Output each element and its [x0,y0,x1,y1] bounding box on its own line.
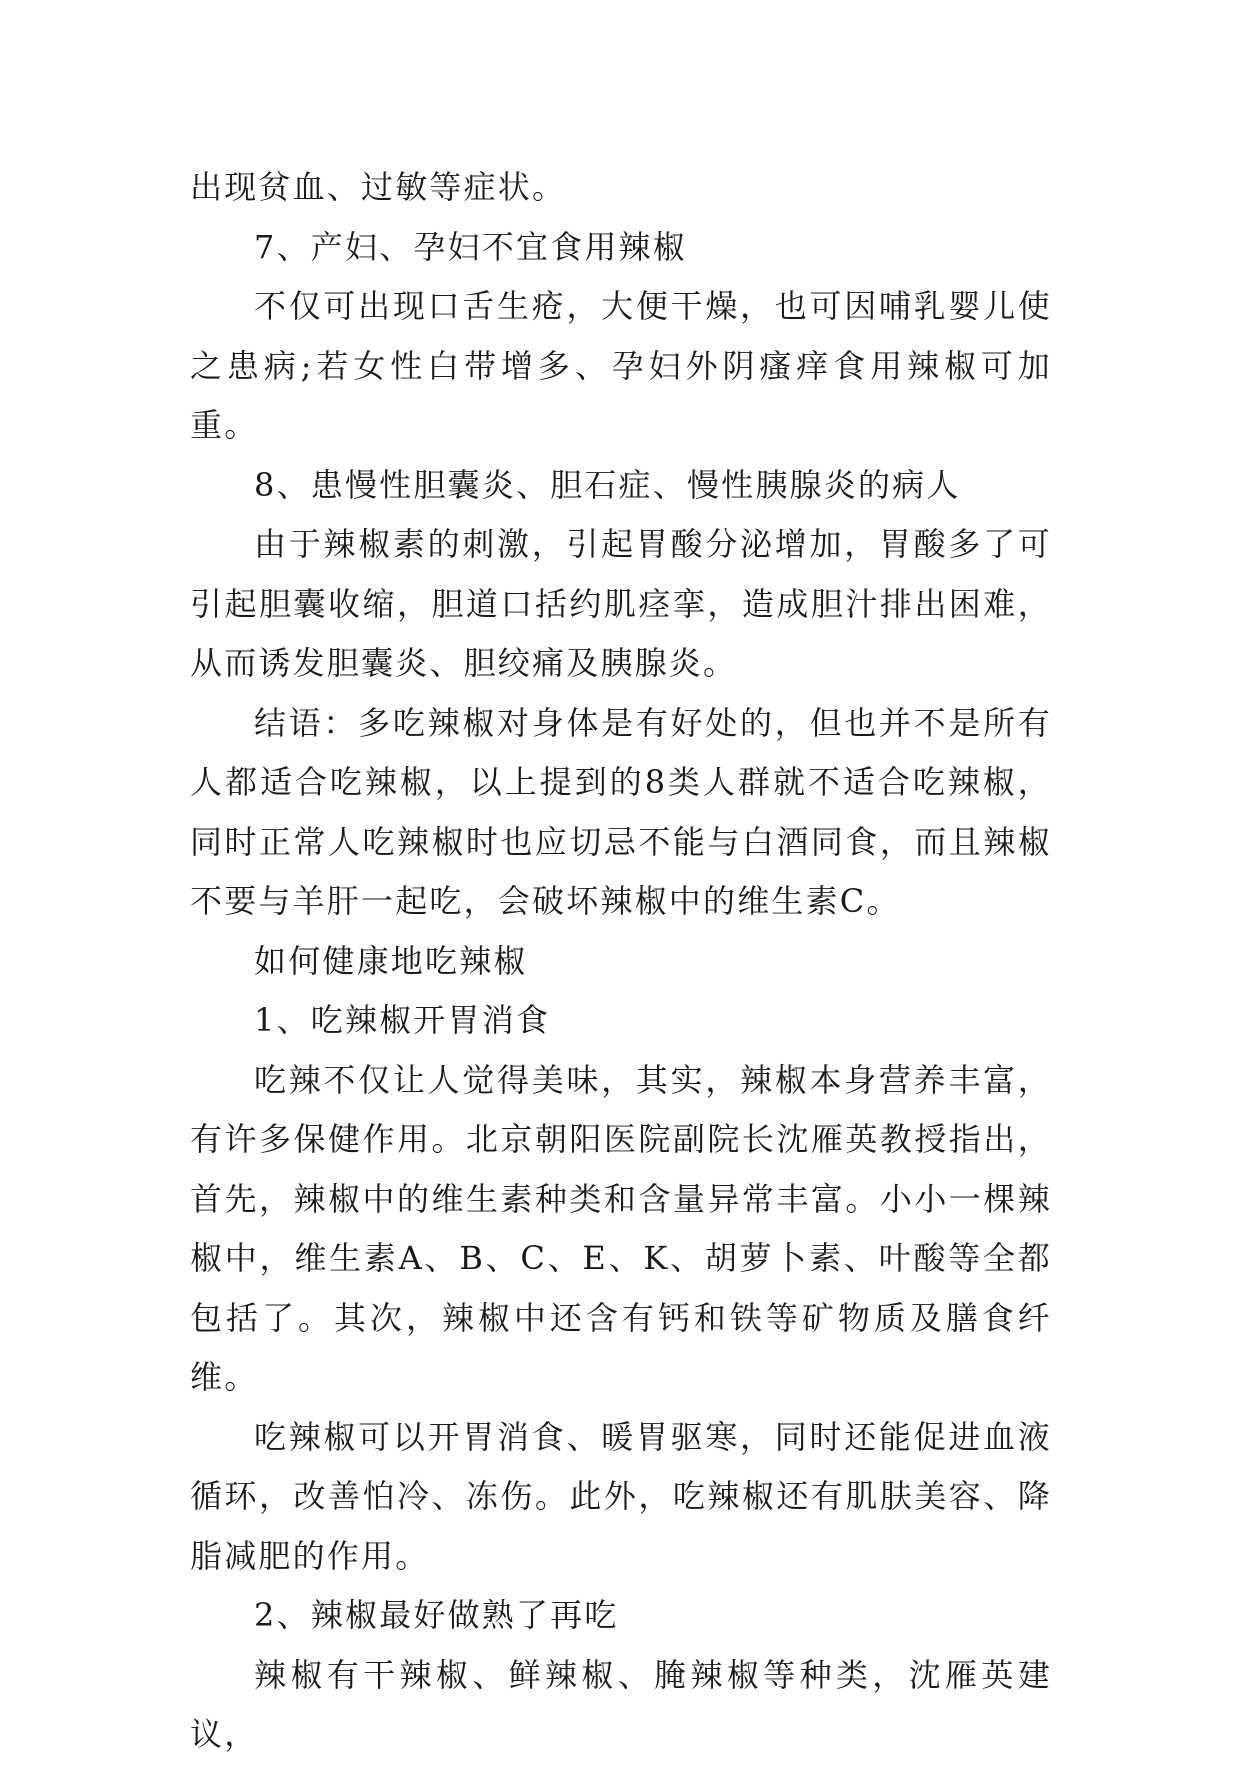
paragraph: 出现贫血、过敏等症状。 [190,168,567,206]
section-heading: 7、产妇、孕妇不宜食用辣椒 [254,227,687,266]
paragraph: 辣椒有干辣椒、鲜辣椒、腌辣椒等种类，沈雁英建议， [190,1655,1052,1753]
section-heading: 8、患慢性胆囊炎、胆石症、慢性胰腺炎的病人 [254,465,961,504]
paragraph: 吃辣不仅让人觉得美味，其实，辣椒本身营养丰富，有许多保健作用。北京朝阳医院副院长沈雁英教授指出，首先，辣椒中的维生素种类和含量异常丰富。小小一棵辣椒中，维生素A、B、C、E、K、胡萝卜素、叶酸等全都包括了。其次，辣椒中还含有钙和铁等矿物质及膳食纤维。 [190,1060,1052,1396]
paragraph: 吃辣椒可以开胃消食、暖胃驱寒，同时还能促进血液循环，改善怕冷、冻伤。此外，吃辣椒还有肌肤美容、降脂减肥的作用。 [190,1417,1052,1575]
document-body [190,158,1052,1765]
section-heading: 1、吃辣椒开胃消食 [254,1001,551,1039]
paragraph: 结语：多吃辣椒对身体是有好处的，但也并不是所有人都适合吃辣椒，以上提到的8类人群就不适合吃辣椒，同时正常人吃辣椒时也应切忌不能与白酒同食，而且辣椒不要与羊肝一起吃，会破坏辣椒中的维生素C。 [190,703,1052,920]
section-heading: 2、辣椒最好做熟了再吃 [254,1596,619,1634]
paragraph: 不仅可出现口舌生疮，大便干燥，也可因哺乳婴儿使之患病;若女性白带增多、孕妇外阴瘙痒食用辣椒可加重。 [190,287,1052,444]
section-heading: 如何健康地吃辣椒 [254,941,528,980]
paragraph: 由于辣椒素的刺激，引起胃酸分泌增加，胃酸多了可引起胆囊收缩，胆道口括约肌痉挛，造成胆汁排出困难，从而诱发胆囊炎、胆绞痛及胰腺炎。 [190,525,1052,682]
